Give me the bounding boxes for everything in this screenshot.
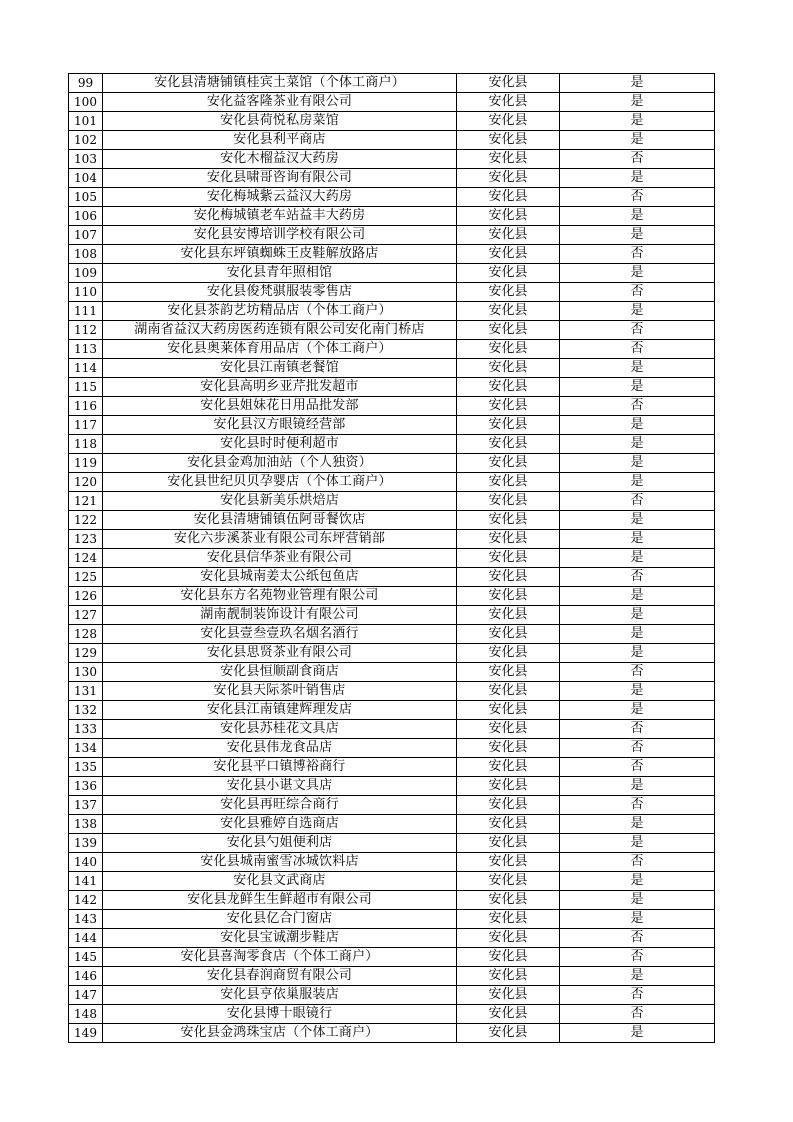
county-name: 安化县: [457, 549, 560, 568]
county-name: 安化县: [457, 986, 560, 1005]
business-name: 安化县俊梵骐服装零售店: [103, 283, 457, 302]
row-number: 109: [69, 264, 103, 283]
business-name: 安化县壹叁壹玖名烟名酒行: [103, 625, 457, 644]
business-name: 安化县平口镇博裕商行: [103, 758, 457, 777]
row-number: 125: [69, 568, 103, 587]
row-number: 134: [69, 739, 103, 758]
row-number: 101: [69, 112, 103, 131]
business-name: 安化县啸哥咨询有限公司: [103, 169, 457, 188]
status-flag: 是: [560, 625, 715, 644]
table-row: [69, 986, 715, 1005]
county-name: 安化县: [457, 739, 560, 758]
table-row: [69, 112, 715, 131]
status-flag: 否: [560, 796, 715, 815]
row-number: 119: [69, 454, 103, 473]
row-number: 133: [69, 720, 103, 739]
status-flag: 否: [560, 150, 715, 169]
county-name: 安化县: [457, 606, 560, 625]
row-number: 136: [69, 777, 103, 796]
status-flag: 是: [560, 587, 715, 606]
row-number: 132: [69, 701, 103, 720]
county-name: 安化县: [457, 264, 560, 283]
business-name: 安化县东坪镇蜘蛛王皮鞋解放路店: [103, 245, 457, 264]
table-row: [69, 853, 715, 872]
row-number: 128: [69, 625, 103, 644]
county-name: 安化县: [457, 644, 560, 663]
status-flag: 是: [560, 1024, 715, 1043]
business-name: 安化县恒顺副食商店: [103, 663, 457, 682]
table-row: [69, 302, 715, 321]
status-flag: 否: [560, 929, 715, 948]
table-row: [69, 340, 715, 359]
business-name: 安化县信华茶业有限公司: [103, 549, 457, 568]
county-name: 安化县: [457, 150, 560, 169]
business-name: 安化县苏桂花文具店: [103, 720, 457, 739]
county-name: 安化县: [457, 302, 560, 321]
table-row: [69, 226, 715, 245]
table-row: [69, 378, 715, 397]
business-name: 安化县城南蜜雪冰城饮料店: [103, 853, 457, 872]
business-name: 安化县利平商店: [103, 131, 457, 150]
row-number: 122: [69, 511, 103, 530]
business-name: 安化县天际茶叶销售店: [103, 682, 457, 701]
table-row: [69, 625, 715, 644]
status-flag: 是: [560, 378, 715, 397]
table-row: [69, 321, 715, 340]
status-flag: 是: [560, 359, 715, 378]
row-number: 103: [69, 150, 103, 169]
status-flag: 是: [560, 872, 715, 891]
table-row: [69, 435, 715, 454]
table-row: [69, 568, 715, 587]
table-row: [69, 910, 715, 929]
business-name: 安化县亨依巢服装店: [103, 986, 457, 1005]
county-name: 安化县: [457, 663, 560, 682]
table-row: [69, 948, 715, 967]
row-number: 147: [69, 986, 103, 1005]
row-number: 113: [69, 340, 103, 359]
status-flag: 否: [560, 948, 715, 967]
table-row: [69, 967, 715, 986]
row-number: 116: [69, 397, 103, 416]
row-number: 141: [69, 872, 103, 891]
status-flag: 是: [560, 74, 715, 93]
business-name: 安化县世纪贝贝孕婴店（个体工商户）: [103, 473, 457, 492]
status-flag: 是: [560, 112, 715, 131]
business-name: 安化县再旺综合商行: [103, 796, 457, 815]
row-number: 129: [69, 644, 103, 663]
county-name: 安化县: [457, 682, 560, 701]
business-name: 安化县亿合门窗店: [103, 910, 457, 929]
business-name: 安化县清塘铺镇桂宾土菜馆（个体工商户）: [103, 74, 457, 93]
row-number: 107: [69, 226, 103, 245]
table-row: [69, 454, 715, 473]
row-number: 117: [69, 416, 103, 435]
status-flag: 是: [560, 701, 715, 720]
table-row: [69, 682, 715, 701]
table-row: [69, 511, 715, 530]
business-name: 安化县金鸿珠宝店（个体工商户）: [103, 1024, 457, 1043]
county-name: 安化县: [457, 815, 560, 834]
row-number: 127: [69, 606, 103, 625]
status-flag: 否: [560, 853, 715, 872]
status-flag: 是: [560, 416, 715, 435]
county-name: 安化县: [457, 891, 560, 910]
row-number: 149: [69, 1024, 103, 1043]
row-number: 123: [69, 530, 103, 549]
records-table: [68, 73, 715, 1043]
table-row: [69, 549, 715, 568]
county-name: 安化县: [457, 454, 560, 473]
county-name: 安化县: [457, 321, 560, 340]
table-row: [69, 701, 715, 720]
status-flag: 是: [560, 606, 715, 625]
status-flag: 否: [560, 283, 715, 302]
county-name: 安化县: [457, 530, 560, 549]
county-name: 安化县: [457, 948, 560, 967]
table-row: [69, 663, 715, 682]
status-flag: 是: [560, 131, 715, 150]
row-number: 112: [69, 321, 103, 340]
table-row: [69, 796, 715, 815]
row-number: 142: [69, 891, 103, 910]
table-row: [69, 929, 715, 948]
business-name: 安化县伟龙食品店: [103, 739, 457, 758]
business-name: 安化县江南镇老餐馆: [103, 359, 457, 378]
table-row: [69, 93, 715, 112]
status-flag: 是: [560, 815, 715, 834]
status-flag: 是: [560, 777, 715, 796]
row-number: 131: [69, 682, 103, 701]
county-name: 安化县: [457, 872, 560, 891]
county-name: 安化县: [457, 758, 560, 777]
business-name: 安化县思贤茶业有限公司: [103, 644, 457, 663]
business-name: 安化县勺姐便利店: [103, 834, 457, 853]
table-row: [69, 606, 715, 625]
row-number: 114: [69, 359, 103, 378]
row-number: 118: [69, 435, 103, 454]
row-number: 126: [69, 587, 103, 606]
table-row: [69, 264, 715, 283]
business-name: 安化县茶韵艺坊精品店（个体工商户）: [103, 302, 457, 321]
county-name: 安化县: [457, 511, 560, 530]
status-flag: 否: [560, 568, 715, 587]
business-name: 安化梅城镇老车站益丰大药房: [103, 207, 457, 226]
status-flag: 是: [560, 169, 715, 188]
status-flag: 否: [560, 720, 715, 739]
county-name: 安化县: [457, 796, 560, 815]
county-name: 安化县: [457, 720, 560, 739]
county-name: 安化县: [457, 1005, 560, 1024]
table-row: [69, 815, 715, 834]
row-number: 111: [69, 302, 103, 321]
row-number: 99: [69, 74, 103, 93]
table-row: [69, 777, 715, 796]
county-name: 安化县: [457, 245, 560, 264]
business-name: 安化县喜淘零食店（个体工商户）: [103, 948, 457, 967]
status-flag: 是: [560, 435, 715, 454]
county-name: 安化县: [457, 74, 560, 93]
table-row: [69, 834, 715, 853]
business-name: 安化县清塘铺镇伍阿哥餐饮店: [103, 511, 457, 530]
row-number: 110: [69, 283, 103, 302]
table-row: [69, 720, 715, 739]
status-flag: 否: [560, 986, 715, 1005]
business-name: 安化县新美乐烘焙店: [103, 492, 457, 511]
county-name: 安化县: [457, 397, 560, 416]
table-row: [69, 74, 715, 93]
status-flag: 是: [560, 834, 715, 853]
business-name: 安化县城南姜太公纸包鱼店: [103, 568, 457, 587]
table-row: [69, 739, 715, 758]
county-name: 安化县: [457, 1024, 560, 1043]
business-name: 安化县姐妹花日用品批发部: [103, 397, 457, 416]
status-flag: 否: [560, 663, 715, 682]
business-name: 安化六步溪茶业有限公司东坪营销部: [103, 530, 457, 549]
business-name: 安化县龙鲜生生鲜超市有限公司: [103, 891, 457, 910]
status-flag: 否: [560, 1005, 715, 1024]
business-name: 安化县荷悦私房菜馆: [103, 112, 457, 131]
county-name: 安化县: [457, 929, 560, 948]
county-name: 安化县: [457, 435, 560, 454]
county-name: 安化县: [457, 188, 560, 207]
table-row: [69, 359, 715, 378]
row-number: 137: [69, 796, 103, 815]
table-row: [69, 283, 715, 302]
status-flag: 是: [560, 207, 715, 226]
county-name: 安化县: [457, 473, 560, 492]
status-flag: 是: [560, 511, 715, 530]
business-name: 湖南靓制装饰设计有限公司: [103, 606, 457, 625]
county-name: 安化县: [457, 416, 560, 435]
status-flag: 否: [560, 739, 715, 758]
table-row: [69, 397, 715, 416]
county-name: 安化县: [457, 169, 560, 188]
county-name: 安化县: [457, 587, 560, 606]
status-flag: 是: [560, 226, 715, 245]
table-row: [69, 207, 715, 226]
table-row: [69, 891, 715, 910]
business-name: 安化梅城紫云益汉大药房: [103, 188, 457, 207]
county-name: 安化县: [457, 492, 560, 511]
row-number: 145: [69, 948, 103, 967]
row-number: 106: [69, 207, 103, 226]
business-name: 安化益客隆茶业有限公司: [103, 93, 457, 112]
business-name: 安化县东方名苑物业管理有限公司: [103, 587, 457, 606]
business-name: 安化县春润商贸有限公司: [103, 967, 457, 986]
business-name: 安化木榴益汉大药房: [103, 150, 457, 169]
status-flag: 是: [560, 93, 715, 112]
business-name: 安化县宝诚潮步鞋店: [103, 929, 457, 948]
table-row: [69, 131, 715, 150]
county-name: 安化县: [457, 625, 560, 644]
row-number: 130: [69, 663, 103, 682]
status-flag: 是: [560, 910, 715, 929]
status-flag: 是: [560, 473, 715, 492]
status-flag: 是: [560, 891, 715, 910]
business-name: 安化县小谌文具店: [103, 777, 457, 796]
table-row: [69, 587, 715, 606]
row-number: 138: [69, 815, 103, 834]
table-row: [69, 872, 715, 891]
table-row: [69, 169, 715, 188]
business-name: 安化县金鸡加油站（个人独资）: [103, 454, 457, 473]
status-flag: 是: [560, 682, 715, 701]
county-name: 安化县: [457, 359, 560, 378]
status-flag: 否: [560, 340, 715, 359]
county-name: 安化县: [457, 283, 560, 302]
status-flag: 是: [560, 302, 715, 321]
county-name: 安化县: [457, 853, 560, 872]
row-number: 105: [69, 188, 103, 207]
row-number: 139: [69, 834, 103, 853]
records-table-body: [69, 74, 715, 1043]
county-name: 安化县: [457, 112, 560, 131]
business-name: 安化县江南镇建辉理发店: [103, 701, 457, 720]
table-row: [69, 644, 715, 663]
row-number: 108: [69, 245, 103, 264]
county-name: 安化县: [457, 226, 560, 245]
status-flag: 是: [560, 454, 715, 473]
status-flag: 是: [560, 530, 715, 549]
business-name: 安化县高明乡亚芹批发超市: [103, 378, 457, 397]
status-flag: 是: [560, 264, 715, 283]
status-flag: 是: [560, 967, 715, 986]
county-name: 安化县: [457, 340, 560, 359]
status-flag: 否: [560, 245, 715, 264]
business-name: 安化县雅婷自选商店: [103, 815, 457, 834]
status-flag: 是: [560, 644, 715, 663]
table-row: [69, 150, 715, 169]
county-name: 安化县: [457, 777, 560, 796]
county-name: 安化县: [457, 701, 560, 720]
business-name: 安化县青年照相馆: [103, 264, 457, 283]
table-row: [69, 245, 715, 264]
county-name: 安化县: [457, 910, 560, 929]
county-name: 安化县: [457, 834, 560, 853]
table-row: [69, 1024, 715, 1043]
row-number: 100: [69, 93, 103, 112]
county-name: 安化县: [457, 131, 560, 150]
row-number: 104: [69, 169, 103, 188]
row-number: 135: [69, 758, 103, 777]
row-number: 144: [69, 929, 103, 948]
row-number: 121: [69, 492, 103, 511]
county-name: 安化县: [457, 568, 560, 587]
row-number: 143: [69, 910, 103, 929]
table-row: [69, 758, 715, 777]
status-flag: 否: [560, 321, 715, 340]
table-row: [69, 416, 715, 435]
county-name: 安化县: [457, 378, 560, 397]
business-name: 安化县时时便利超市: [103, 435, 457, 454]
row-number: 140: [69, 853, 103, 872]
table-row: [69, 530, 715, 549]
table-row: [69, 188, 715, 207]
row-number: 120: [69, 473, 103, 492]
status-flag: 否: [560, 188, 715, 207]
county-name: 安化县: [457, 207, 560, 226]
county-name: 安化县: [457, 967, 560, 986]
row-number: 146: [69, 967, 103, 986]
status-flag: 是: [560, 549, 715, 568]
row-number: 115: [69, 378, 103, 397]
row-number: 102: [69, 131, 103, 150]
business-name: 安化县安博培训学校有限公司: [103, 226, 457, 245]
business-name: 安化县汉方眼镜经营部: [103, 416, 457, 435]
business-name: 安化县文武商店: [103, 872, 457, 891]
table-row: [69, 1005, 715, 1024]
business-name: 安化县奥莱体育用品店（个体工商户）: [103, 340, 457, 359]
row-number: 124: [69, 549, 103, 568]
status-flag: 否: [560, 492, 715, 511]
business-name: 安化县博十眼镜行: [103, 1005, 457, 1024]
table-row: [69, 473, 715, 492]
business-name: 湖南省益汉大药房医药连锁有限公司安化南门桥店: [103, 321, 457, 340]
table-row: [69, 492, 715, 511]
row-number: 148: [69, 1005, 103, 1024]
county-name: 安化县: [457, 93, 560, 112]
status-flag: 否: [560, 397, 715, 416]
status-flag: 否: [560, 758, 715, 777]
